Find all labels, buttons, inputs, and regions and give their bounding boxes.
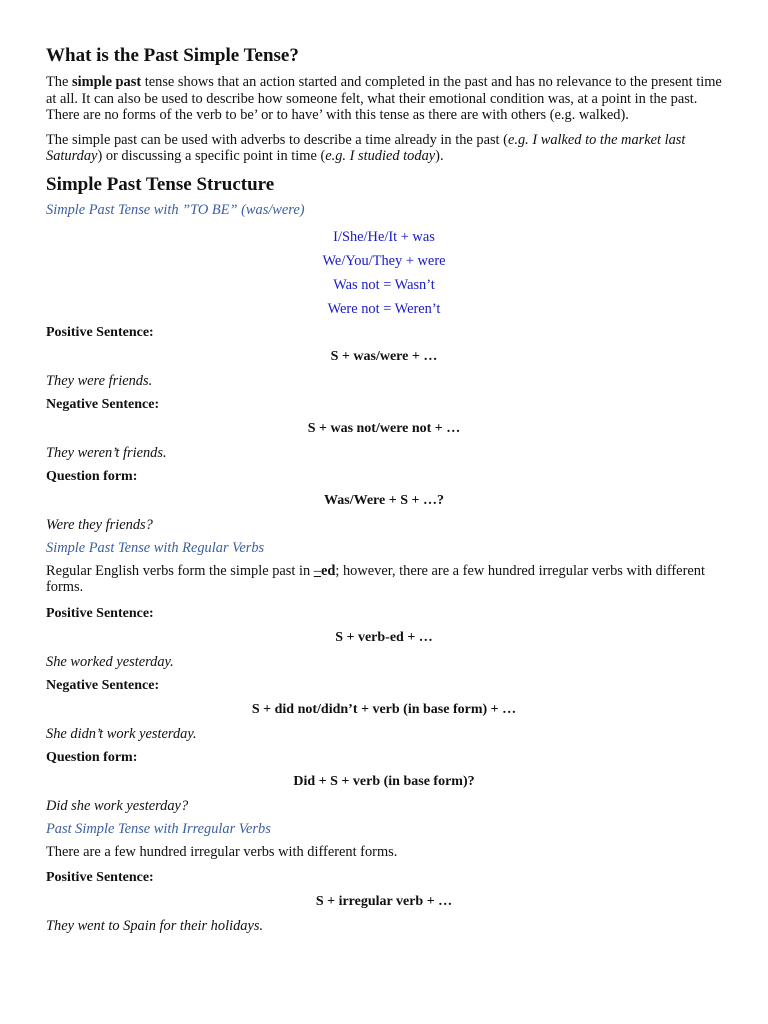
irregular-subheading: Past Simple Tense with Irregular Verbs bbox=[46, 820, 271, 837]
regular-negative-label: Negative Sentence: bbox=[46, 677, 160, 693]
intro-paragraph-2 bbox=[46, 132, 722, 165]
regular-question-label: Question form: bbox=[46, 749, 138, 765]
to-be-positive-formula: S + was/were + … bbox=[330, 348, 438, 364]
regular-positive-label: Positive Sentence: bbox=[46, 605, 154, 621]
intro2-text-e: ). bbox=[435, 148, 444, 164]
intro-text-rest: tense shows that an action started and completed in the past and has no relevance to the present time at all. It can also be used to describe how someone felt, what their emotional condition was, at a point in the past. There are no forms of the verb to be’ or to have’ with this tense as there are with others (e.g. walked). bbox=[46, 74, 722, 123]
regular-desc-ed: ed bbox=[320, 562, 336, 579]
to-be-question-formula: Was/Were + S + …? bbox=[324, 492, 444, 508]
to-be-negative-formula: S + was not/were not + … bbox=[307, 420, 461, 436]
regular-subheading: Simple Past Tense with Regular Verbs bbox=[46, 539, 265, 556]
regular-positive-formula: S + verb-ed + … bbox=[335, 629, 433, 645]
regular-negative-example: She didn’t work yesterday. bbox=[46, 725, 197, 742]
to-be-negative-example: They weren’t friends. bbox=[46, 444, 167, 461]
intro-text: The bbox=[46, 74, 72, 90]
to-be-subheading: Simple Past Tense with ”TO BE” (was/were) bbox=[46, 201, 305, 218]
to-be-line-1: I/She/He/It + was bbox=[333, 228, 435, 245]
to-be-line-3: Was not = Wasn’t bbox=[333, 276, 435, 293]
intro2-example-2: e.g. I studied today bbox=[325, 148, 436, 164]
irregular-positive-example: They went to Spain for their holidays. bbox=[46, 918, 264, 934]
intro2-text-a: The simple past can be used with adverbs to describe a time already in the past ( bbox=[46, 131, 508, 148]
structure-heading: Simple Past Tense Structure bbox=[46, 173, 275, 195]
to-be-line-2: We/You/They + were bbox=[322, 252, 446, 269]
regular-desc-dash: – bbox=[313, 562, 321, 579]
irregular-description: There are a few hundred irregular verbs with different forms. bbox=[46, 843, 398, 860]
to-be-positive-example: They were friends. bbox=[46, 372, 153, 389]
regular-positive-example: She worked yesterday. bbox=[46, 653, 174, 670]
irregular-positive-formula: S + irregular verb + … bbox=[315, 894, 453, 909]
to-be-question-label: Question form: bbox=[46, 468, 138, 484]
intro2-text-c: ) or discussing a specific point in time ( bbox=[97, 148, 326, 164]
regular-question-formula: Did + S + verb (in base form)? bbox=[293, 773, 475, 789]
intro-bold-term: simple past bbox=[71, 74, 142, 90]
to-be-line-4: Were not = Weren’t bbox=[327, 300, 441, 317]
irregular-positive-label: Positive Sentence: bbox=[46, 870, 154, 885]
regular-question-example: Did she work yesterday? bbox=[46, 797, 189, 814]
regular-desc-d: ; however, there are a few hundred irregular verbs with different forms. bbox=[46, 562, 705, 595]
to-be-positive-label: Positive Sentence: bbox=[46, 324, 154, 340]
intro-paragraph-1 bbox=[46, 74, 722, 124]
intro2-example-1: e.g. I walked to the market last Saturday bbox=[46, 131, 686, 164]
regular-negative-formula: S + did not/didn’t + verb (in base form) + … bbox=[251, 701, 517, 717]
to-be-negative-label: Negative Sentence: bbox=[46, 396, 160, 412]
page-title: What is the Past Simple Tense? bbox=[46, 45, 299, 66]
regular-description bbox=[46, 563, 722, 596]
regular-desc-a: Regular English verbs form the simple past in bbox=[46, 562, 314, 579]
to-be-question-example: Were they friends? bbox=[46, 516, 153, 533]
